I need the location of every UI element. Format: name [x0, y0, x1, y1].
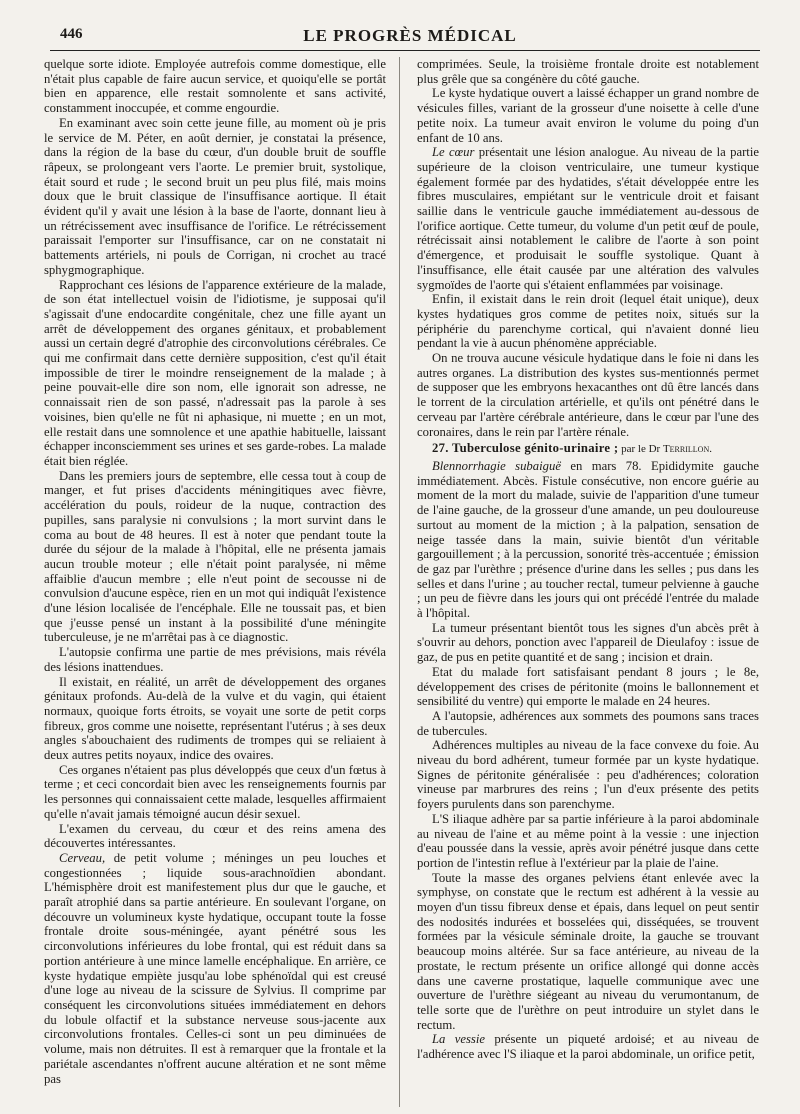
- paragraph: L'examen du cerveau, du cœur et des reins amena des découvertes intéressantes.: [44, 821, 386, 851]
- column-divider: [399, 57, 400, 1107]
- section-byline: par le Dr: [618, 443, 663, 456]
- page-header: [60, 26, 760, 48]
- paragraph-lead: Blennorrhagie subaiguë: [432, 458, 561, 473]
- page-number: 446: [60, 26, 83, 42]
- paragraph: quelque sorte idiote. Employée autrefois comme domestique, elle n'était plus capable de faire aucun service, et quoiqu'elle se portât bien en apparence, elle restait somnolente et sans activité, constamment inoccupée, et comme engourdie.: [44, 57, 386, 116]
- paragraph: [417, 145, 759, 292]
- paragraph: Ces organes n'étaient pas plus développés que ceux d'un fœtus à terme ; et ceci concordait bien avec les renseignements fournis par les personnes qui connaissaient cette malade, lesquelles affirmaient qu'elle n'avait jamais témoigné aucun désir sexuel.: [44, 762, 386, 821]
- section-author: Terrillon.: [662, 443, 712, 456]
- paragraph-lead: Le cœur: [432, 145, 475, 160]
- paragraph: Enfin, il existait dans le rein droit (lequel était unique), deux kystes hydatiques gros comme de petites noix, situés sur la périphérie du parenchyme cortical, qui n'avaient donné lieu pendant la vie à aucun phénomène appréciable.: [417, 292, 759, 351]
- paragraph: [44, 851, 386, 1086]
- section-title: 27. Tuberculose génito-urinaire ;: [432, 441, 619, 456]
- paragraph-body: de petit volume ; méninges un peu louches et congestionnées ; liquide sous-arachnoïdien abondant. L'hémisphère droit est manifestement plus dur que le gauche, et paraît atrophié dans sa partie antérieure. En soulevant l'organe, on découvre un volumineux kyste hydatique, occupant toute la fosse frontale droite sous-méningée, ayant pénétré sous les circonvolutions inférieures du lobe frontal, qui est réduit dans sa portion antérieure à une mince lamelle encéphalique. En arrière, ce kyste hydatique empiète jusqu'au lobe sphénoïdal qui est creusé d'une loge au niveau de la scissure de Sylvius. Il comprime par conséquent les circonvolutions situées immédiatement en dehors du lobule olfactif et la substance nerveuse sous-jacente aux circonvolutions frontales. Celles-ci sont un peu diminuées de volume, mais non détruites. Il est à remarquer que la frontale et la pariétale ascendantes n'offrent aucune altération et ne sont même pas: [44, 850, 386, 1086]
- paragraph: Dans les premiers jours de septembre, elle cessa tout à coup de manger, et fut prises d'accidents méningitiques avec fièvre, accélération du pouls, roideur de la nuque, contraction des pupilles, sans paralysie ni convulsions ; la mort survint dans le coma au bout de 48 heures. Il est à noter que pendant toute la durée du séjour de la malade à l'hôpital, elle ne présenta jamais aucun trouble moteur ; elle n'était point paralysée, ni même affaiblie d'aucun membre ; elle n'eut point de secousse ni de convulsion d'aucune espèce, rien en un mot qui indiquât l'existence d'une lésion localisée de l'encéphale. Elle ne toussait pas, et bien que j'eusse pensé un instant à la possibilité d'une méningite tuberculeuse, je ne m'arrêtai pas à ce diagnostic.: [44, 468, 386, 645]
- paragraph-body: présentait une lésion analogue. Au niveau de la partie supérieure de la cloison ventriculaire, une tumeur kystique également formée par des hydatides, s'était développée entre les fibres musculaires, empiétant sur le ventricule droit et faisant saillie dans le ventricule gauche immédiatement au-dessous de l'orifice aortique. Cette tumeur, du volume d'un petit œuf de poule, rétrécissait ainsi notablement le calibre de l'aorte à son point d'émergence, et produisait le souffle systolique. Quant à l'insuffisance, elle était causée par une altération des valvules sygmoïdes de l'aorte qui s'étaient enflammées par voisinage.: [417, 145, 759, 292]
- paragraph: [417, 1032, 759, 1061]
- paragraph: comprimées. Seule, la troisième frontale droite est notablement plus grêle que sa congénère du côté gauche.: [417, 57, 759, 86]
- paragraph-body: en mars 78. Epididymite gauche immédiatement. Abcès. Fistule consécutive, non encore guérie au moment de la mort du malade, suivie de l'apparition d'une tumeur de l'aine gauche, de la grosseur d'une amande, un peu douloureuse surtout au moment de la miction ; à la palpation, sensation de neige tassée dans la main, suivie bientôt d'un véritable gargouillement ; à la percussion, sonorité très-accentuée ; émission de gaz par l'urèthre ; présence d'urine dans les selles ; pus dans les selles et dans l'urine ; au toucher rectal, tumeur pelvienne à gauche ; un peu de fièvre dans les jours qui ont précédé l'entrée du malade à l'hôpital.: [417, 458, 759, 621]
- paragraph: Rapprochant ces lésions de l'apparence extérieure de la malade, de son état intellectuel voisin de l'idiotisme, je supposai qu'il s'agissait d'une endocardite congénitale, chez une fille ayant un arrêt de développement des organes génitaux, et probablement aussi un certain degré d'atrophie des circonvolutions cérébrales. Ce qui me confirmait dans cette dernière supposition, c'est qu'il était impossible de tirer le moindre renseignement de la malade ; à peine pouvait-elle dire son nom, elle ignorait son adresse, ne connaissait rien de son passé, n'adressait pas la parole à ses voisines, bien qu'elle ne fût ni aphasique, ni muette ; en un mot, elle restait dans une somnolence et une apathie habituelle, laissant échapper inconsciemment ses urines et ses garde-robes. La malade était bien réglée.: [44, 277, 386, 468]
- paragraph: Adhérences multiples au niveau de la face convexe du foie. Au niveau du bord adhérent, tumeur formée par un kyste hydatique. Signes de péritonite généralisée : peu d'adhérences; coloration vineuse par marbrures des reins ; l'un d'eux présente des petits foyers purulents dans son parenchyme.: [417, 738, 759, 812]
- paragraph-body: présente un piqueté ardoisé; et au niveau de l'adhérence avec l'S iliaque et la paroi abdominale, un orifice petit,: [417, 1032, 759, 1062]
- header-rule: [50, 50, 760, 51]
- paragraph: L'S iliaque adhère par sa partie inférieure à la paroi abdominale au niveau de l'aine et au même point à la vessie : une injection d'eau poussée dans la vessie, après avoir pénétré jusque dans cette portion de l'intestin reflue à l'extérieur par la plaie de l'aine.: [417, 811, 759, 870]
- journal-title: LE PROGRÈS MÉDICAL: [303, 26, 517, 45]
- paragraph: Le kyste hydatique ouvert a laissé échapper un grand nombre de vésicules filles, variant de la grosseur d'une noisette à celle d'une petite noix. La tumeur avait environ le volume du poing d'un enfant de 10 ans.: [417, 86, 759, 145]
- paragraph-lead: La vessie: [432, 1032, 486, 1047]
- right-column: [417, 57, 759, 1107]
- paragraph: A l'autopsie, adhérences aux sommets des poumons sans traces de tubercules.: [417, 708, 759, 738]
- section-heading: [417, 441, 759, 457]
- paragraph: [417, 459, 759, 621]
- paragraph: Etat du malade fort satisfaisant pendant 8 jours ; le 8e, développement des crises de péritonite (moins le ballonnement et sensibilité du ventre) qui emporte le malade en 24 heures.: [417, 664, 759, 709]
- left-column: [44, 57, 386, 1107]
- paragraph: On ne trouva aucune vésicule hydatique dans le foie ni dans les autres organes. La distribution des kystes sus-mentionnés permet de supposer que les embryons hexacanthes ont dû être lancés dans le torrent de la circulation artérielle, et qu'ils ont pénétré dans le cerveau par l'artère cérébrale antérieure, dans le cœur par l'une des coronaires, dans le rein par l'artère rénale.: [417, 351, 759, 439]
- paragraph: La tumeur présentant bientôt tous les signes d'un abcès prêt à s'ouvrir au dehors, ponction avec l'appareil de Dieulafoy : issue de gaz, de pus en petite quantité et de sang ; incision et drain.: [417, 620, 759, 665]
- paragraph: Toute la masse des organes pelviens étant enlevée avec la symphyse, on constate que le rectum est adhérent à la vessie au moyen d'un tissu fibreux dense et épais, dans lequel on peut sentir des nodosités indurées et bosselées qui, disséquées, se trouvent formées par la vésicule séminale droite, la gauche se trouvant beaucoup moins altérée. Sur sa face antérieure, au niveau de la prostate, le rectum présente un orifice allongé qui donne accès dans une caverne prostatique, laquelle communique avec une ouverture de l'urèthre siégeant au niveau du verumontanum, de telle sorte que de l'urèthre on peut introduire un stylet dans le rectum.: [417, 870, 759, 1032]
- paragraph: L'autopsie confirma une partie de mes prévisions, mais révéla des lésions inattendues.: [44, 645, 386, 674]
- paragraph: Il existait, en réalité, un arrêt de développement des organes génitaux profonds. Au-delà de la vulve et du vagin, qui étaient normaux, quoique forts étroits, se voyait une sorte de petit corps fibreux, gros comme une noisette, représentant l'utérus ; à ses deux angles s'abouchaient des rudiments de trompes qui se reliaient à deux autres petits noyaux, indice des ovaires.: [44, 674, 386, 763]
- paragraph: En examinant avec soin cette jeune fille, au moment où je pris le service de M. Péter, en août dernier, je constatai la présence, dans la région de la base du cœur, d'un double bruit de souffle râpeux, se prolongeant vers l'aorte. Le premier bruit, systolique, était sourd et rude ; le second bruit un peu plus filé, mais moins doux que le bruit classique de l'insuffisance aortique. Il était évident qu'il y avait une lésion à la base de l'aorte, donnant lieu à un rétrécissement avec insuffisance de l'orifice. Le rétrécissement paraissait l'emporter sur l'insuffisance, car on ne constatait ni battements artériels, ni pouls de Corrigan, ni crochet au tracé sphygmographique.: [44, 115, 386, 277]
- paragraph-lead: Cerveau,: [59, 850, 106, 865]
